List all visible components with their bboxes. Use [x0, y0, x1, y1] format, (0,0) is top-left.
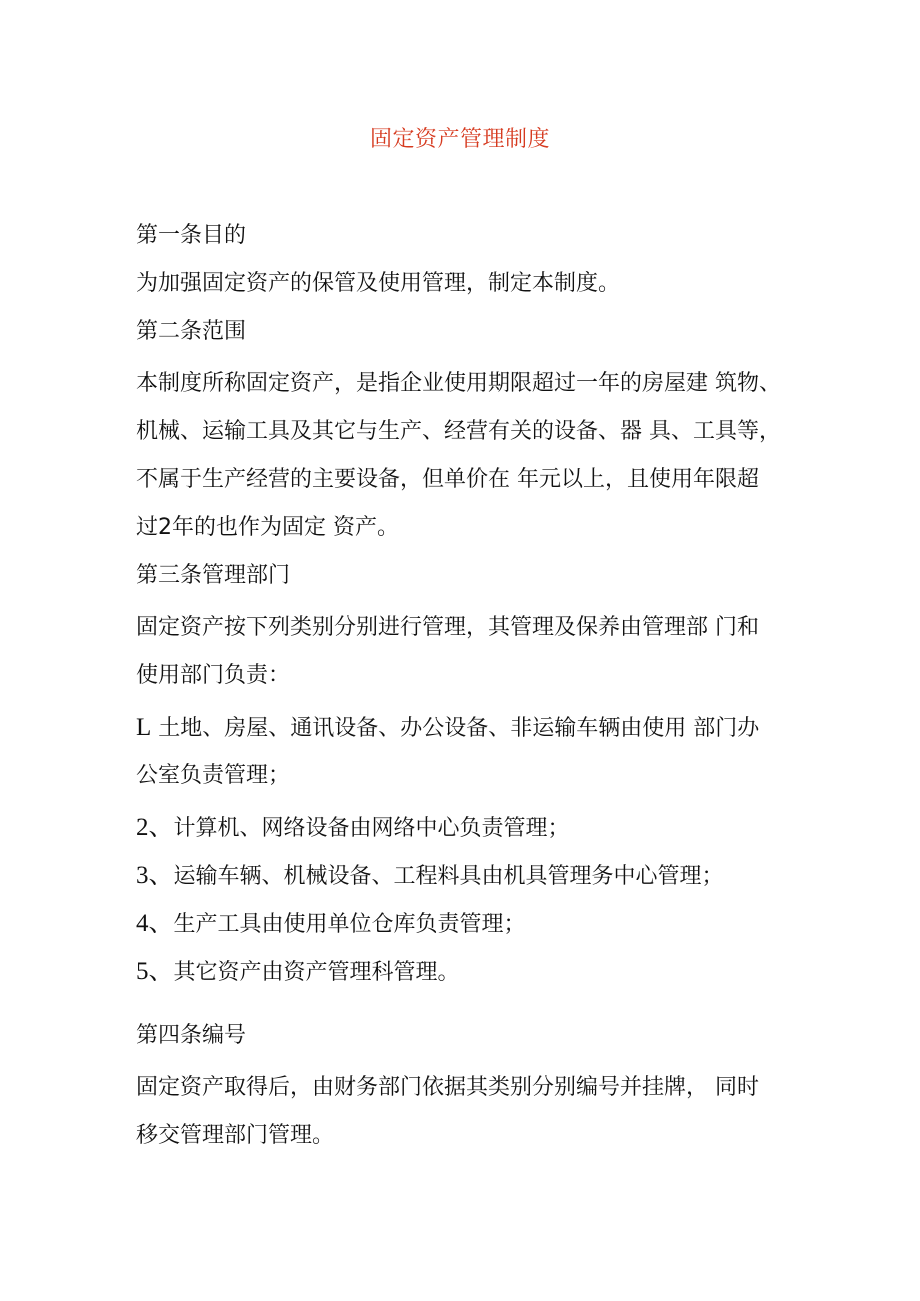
list-item-3	[136, 852, 796, 900]
article-1-heading: 第一条目的	[136, 223, 247, 248]
list-item-4	[136, 900, 796, 948]
list-item-1-continued: 公室负责管理；	[136, 763, 291, 788]
article-2-text-line-1: 本制度所称固定资产，是指企业使用期限超过一年的房屋建 筑物、	[136, 371, 781, 396]
list-item-text: 其它资产由资产管理科管理。	[173, 960, 460, 985]
article-2-text-line-3: 不属于生产经营的主要设备，但单价在 年元以上，且使用年限超	[136, 467, 759, 492]
list-marker: 3、	[136, 862, 174, 889]
list-item-1	[136, 704, 796, 752]
document-body	[136, 212, 796, 1160]
article-1-text: 为加强固定资产的保管及使用管理，制定本制度。	[136, 271, 621, 296]
list-item-2	[136, 804, 796, 852]
document-title: 固定资产管理制度	[369, 127, 550, 152]
article-4-text-line-2: 移交管理部门管理。	[136, 1123, 335, 1148]
list-marker: L	[136, 714, 152, 741]
article-2-text-line-4: 过2年的也作为固定 资产。	[136, 515, 399, 540]
article-3-text-line-2: 使用部门负责：	[136, 663, 291, 688]
list-marker: 2、	[136, 814, 174, 841]
list-item-text: 计算机、网络设备由网络中心负责管理；	[173, 816, 570, 841]
article-4-heading: 第四条编号	[136, 1023, 247, 1048]
list-item-text: 土地、房屋、通讯设备、办公设备、非运输车辆由使用 部门办	[158, 716, 760, 741]
article-3-text-line-1: 固定资产按下列类别分别进行管理，其管理及保养由管理部 门和	[136, 615, 759, 640]
list-item-text: 运输车辆、机械设备、工程料具由机具管理务中心管理；	[173, 864, 724, 889]
article-2-heading: 第二条范围	[136, 319, 247, 344]
article-4-text-line-1: 固定资产取得后，由财务部门依据其类别分别编号并挂牌， 同时	[136, 1075, 759, 1100]
article-3-heading: 第三条管理部门	[136, 563, 291, 588]
list-item-5	[136, 948, 796, 996]
list-item-text: 生产工具由使用单位仓库负责管理；	[173, 912, 526, 937]
list-marker: 4、	[136, 910, 174, 937]
article-2-text-line-2: 机械、运输工具及其它与生产、经营有关的设备、器 具、工具等，	[136, 419, 781, 444]
list-marker: 5、	[136, 958, 174, 985]
